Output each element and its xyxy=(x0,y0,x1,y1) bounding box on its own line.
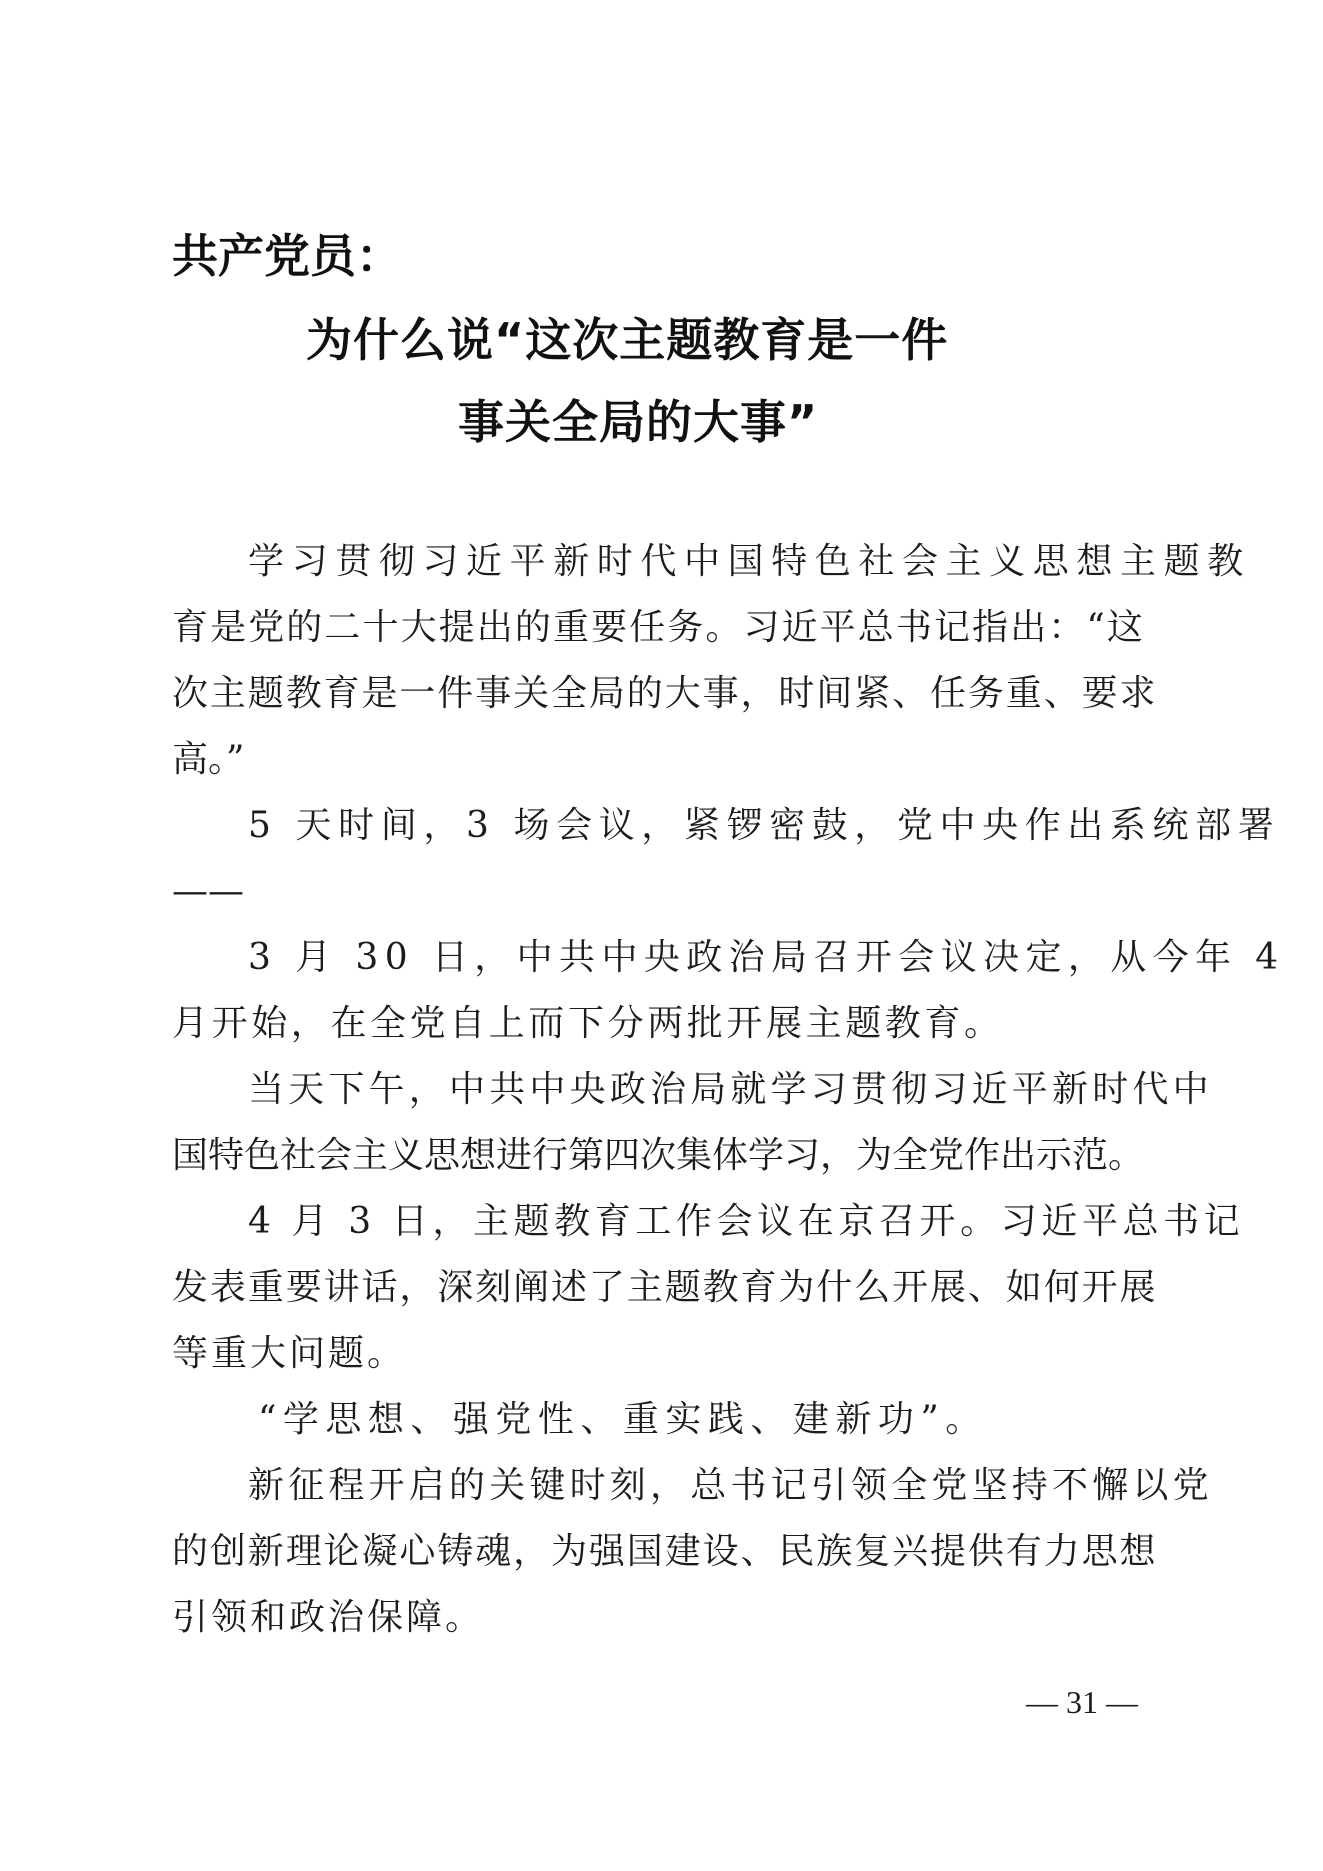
body-line: 4 月 3 日，主题教育工作会议在京召开。习近平总书记 xyxy=(248,1201,1245,1242)
body-line: 的创新理论凝心铸魂，为强国建设、民族复兴提供有力思想 xyxy=(172,1531,1158,1572)
body-line: 当天下午，中共中央政治局就学习贯彻习近平新时代中 xyxy=(248,1069,1213,1110)
body-line: 3 月 30 日，中共中央政治局召开会议决定，从今年 4 xyxy=(248,937,1285,978)
title-line-1: 共产党员： xyxy=(172,229,402,283)
body-line: 月开始，在全党自上而下分两批开展主题教育。 xyxy=(172,1003,1004,1044)
body-line: 育是党的二十大提出的重要任务。习近平总书记指出：“这 xyxy=(172,607,1146,648)
body-line: “学思想、强党性、重实践、建新功”。 xyxy=(258,1399,988,1440)
body-line: 学习贯彻习近平新时代中国特色社会主义思想主题教 xyxy=(248,541,1251,582)
body-line: 5 天时间，3 场会议，紧锣密鼓，党中央作出系统部署 xyxy=(248,805,1281,846)
page-number: — 31 — xyxy=(1026,1684,1138,1720)
title-line-2: 为什么说“这次主题教育是一件 xyxy=(306,313,949,367)
title-line-3: 事关全局的大事” xyxy=(458,395,819,449)
body-line: 高。” xyxy=(172,739,245,780)
body-line: 国特色社会主义思想进行第四次集体学习，为全党作出示范。 xyxy=(172,1135,1145,1176)
body-line: 等重大问题。 xyxy=(172,1333,407,1374)
body-line: 引领和政治保障。 xyxy=(172,1597,485,1638)
body-line: 发表重要讲话，深刻阐述了主题教育为什么开展、如何开展 xyxy=(172,1267,1158,1308)
body-line: 新征程开启的关键时刻，总书记引领全党坚持不懈以党 xyxy=(248,1465,1213,1506)
body-line: —— xyxy=(172,871,244,912)
body-line: 次主题教育是一件事关全局的大事，时间紧、任务重、要求 xyxy=(172,673,1158,714)
